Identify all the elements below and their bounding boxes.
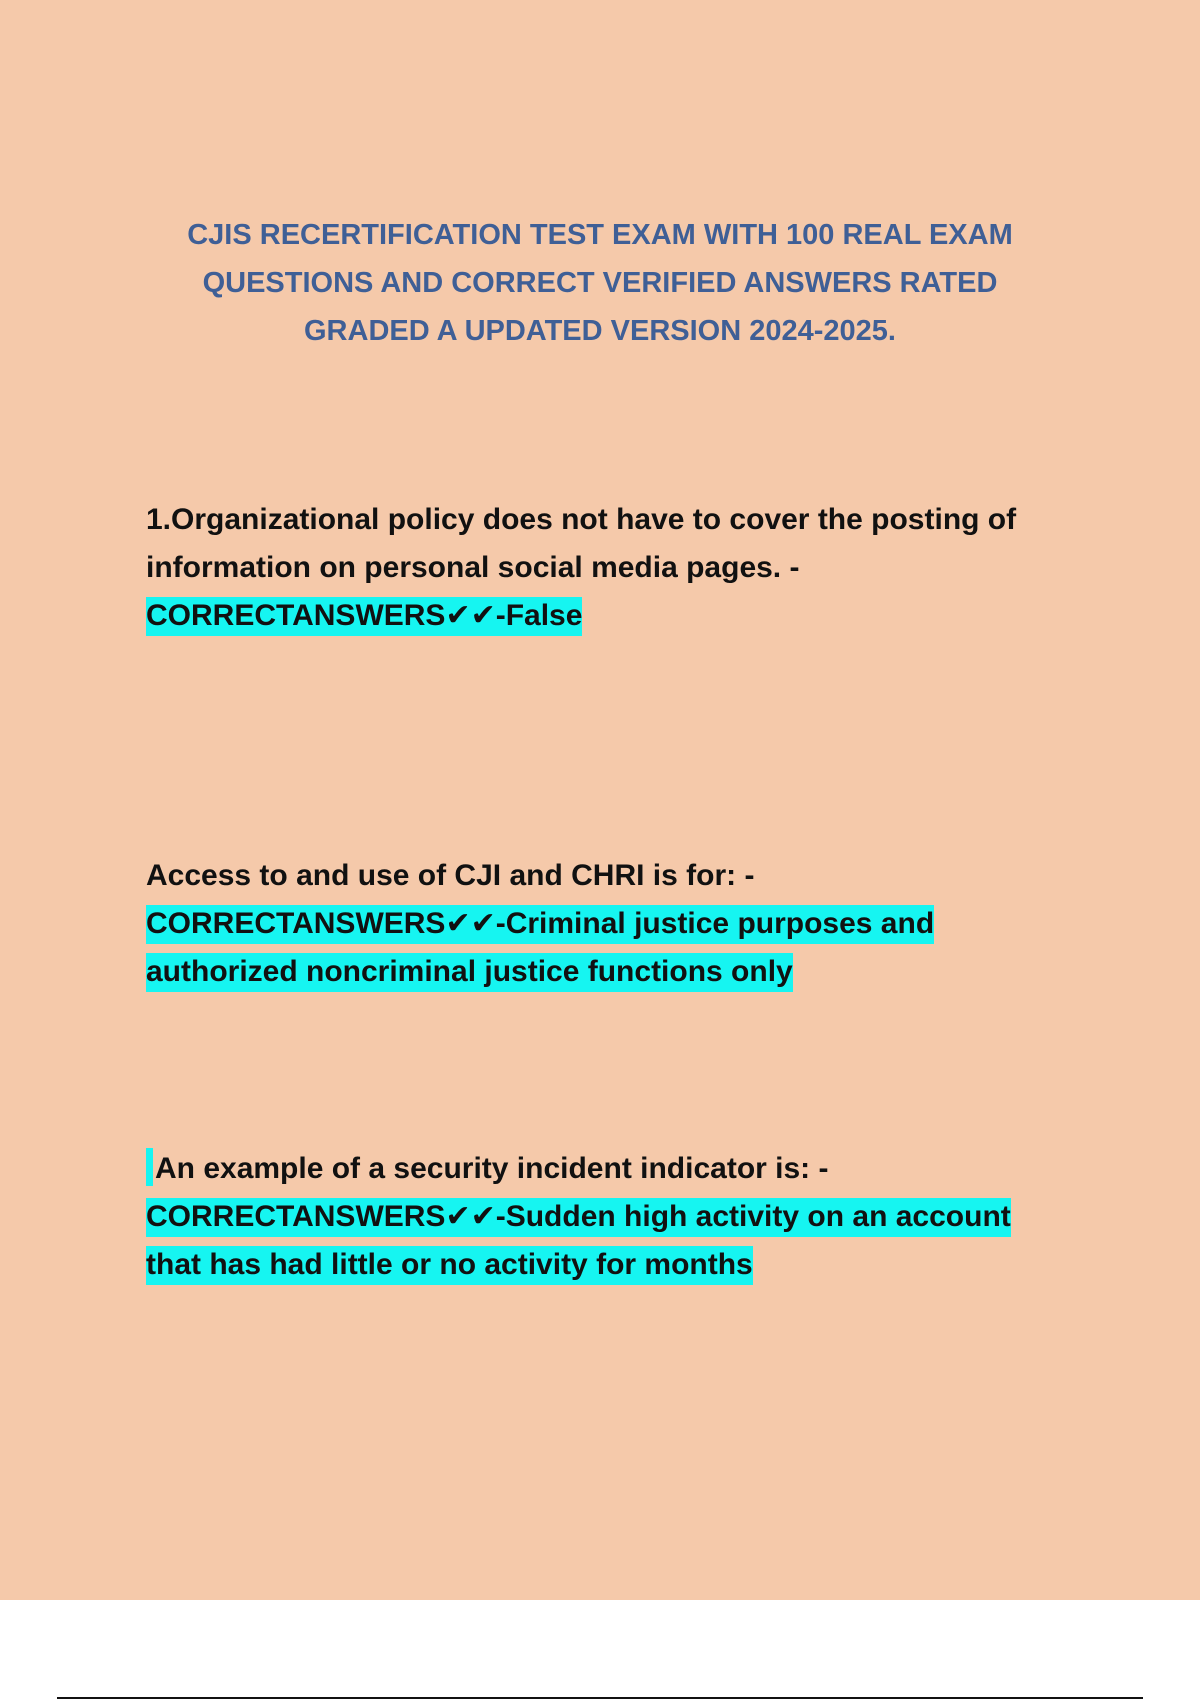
question-1 — [146, 496, 1086, 640]
title-line: CJIS RECERTIFICATION TEST EXAM WITH 100 REAL EXAM — [187, 219, 1013, 251]
question-text-line: 1.Organizational policy does not have to cover the posting of — [146, 503, 1017, 536]
question-text-line: An example of a security incident indicator is: - — [155, 1152, 829, 1185]
question-text-line: Access to and use of CJI and CHRI is for: - — [146, 859, 755, 892]
footer-rule — [57, 1697, 1143, 1699]
answer-highlight: CORRECTANSWERS✔✔-False — [146, 597, 582, 636]
title-line: GRADED A UPDATED VERSION 2024-2025. — [304, 315, 896, 347]
answer-highlight: that has had little or no activity for months — [146, 1246, 753, 1285]
answer-highlight: CORRECTANSWERS✔✔-Sudden high activity on an account — [146, 1198, 1011, 1237]
answer-highlight: CORRECTANSWERS✔✔-Criminal justice purposes and — [146, 905, 934, 944]
document-title — [100, 211, 1100, 355]
question-3 — [146, 1145, 1086, 1289]
highlight-marker — [146, 1148, 153, 1186]
title-line: QUESTIONS AND CORRECT VERIFIED ANSWERS RATED — [202, 267, 998, 299]
question-text-line: information on personal social media pages. - — [146, 551, 800, 584]
question-2 — [146, 852, 1086, 996]
answer-highlight: authorized noncriminal justice functions only — [146, 953, 793, 992]
